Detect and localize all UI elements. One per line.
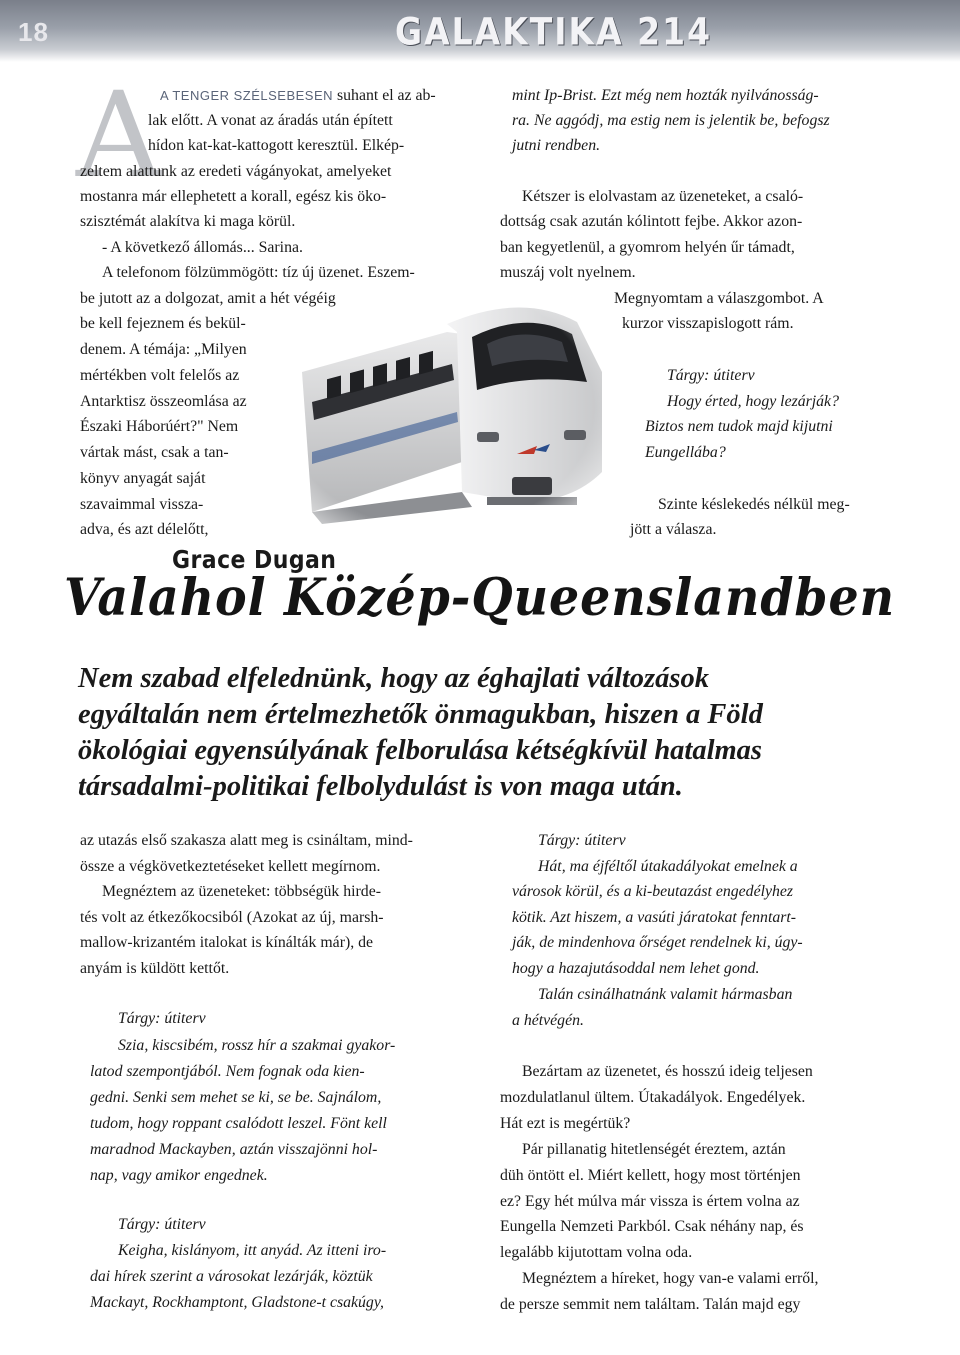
text-line: Pár pillanatig hitetlenségét éreztem, aztán [522,1141,786,1158]
text-line: - A következő állomás... Sarina. [102,239,303,256]
text-line: denem. A témája: „Milyen [80,341,247,358]
author-name: Grace Dugan [172,545,337,574]
text-line: Tárgy: útiterv [667,367,755,384]
text-line: szisztémát alakítva ki maga körül. [80,213,296,230]
text-line: adva, és azt délelőtt, [80,521,209,538]
magazine-title: GALAKTIKA 214 [395,9,713,54]
text-line: Tárgy: útiterv [118,1216,206,1233]
text-line: Tárgy: útiterv [538,832,626,849]
text-line: Hogy érted, hogy lezárják? [667,393,839,410]
text-line: ez? Egy hét múlva már vissza is értem volna az [500,1193,800,1210]
text-line: Talán csinálhatnánk valamit hármasban [538,986,793,1003]
lead-line: egyáltalán nem értelmezhetők önmagukban, hiszen a Föld [78,699,763,730]
text-line: Megnéztem a híreket, hogy van-e valami erről, [522,1270,819,1287]
text-line: hídon kat-kat-kattogott keresztül. Elkép- [148,137,405,154]
text-line: jutni rendben. [512,137,601,154]
text-line: düh öntött el. Miért kellett, hogy most történjen [500,1167,801,1184]
lead-line: társadalmi-politikai felbolydulást is von maga után. [78,771,683,802]
text-line: zeltem alattunk az eredeti vágányokat, amelyeket [80,163,392,180]
text-line: ban kegyetlenül, a gyomrom helyén űr támadt, [500,239,795,256]
text-line: tés volt az étkezőkocsiból (Azokat az új, marsh- [80,909,384,926]
text-line: lak előtt. A vonat az áradás után épített [148,112,393,129]
lead-line: ökológiai egyensúlyának felborulása kétségkívül hatalmas [78,735,763,766]
text-line: Szia, kiscsibém, rossz hír a szakmai gyakor- [118,1037,396,1054]
text-line: Eungellába? [645,444,726,461]
text-line: Tárgy: útiterv [118,1010,206,1027]
text-line: ra. Ne aggódj, ma estig nem is jelentik be, befogsz [512,112,830,129]
text-line: de persze semmit nem találtam. Talán majd egy [500,1296,801,1313]
text-line: anyám is küldött kettőt. [80,960,230,977]
text-line: maradnod Mackayben, aztán visszajönni hol- [90,1141,378,1158]
text-line: legalább kijutottam volna oda. [500,1244,693,1261]
page-number: 18 [18,17,49,47]
page-header-bar [0,0,960,62]
text-line: tudom, hogy roppant csalódott leszel. Fönt kell [90,1115,387,1132]
text-line: Antarktisz összeomlása az [80,393,247,410]
text-line: Megnyomtam a válaszgombot. A [614,290,824,307]
drop-cap: A [76,66,162,204]
opening-caps: A TENGER SZÉLSEBESEN [160,88,334,103]
text-line: Keigha, kislányom, itt anyád. Az itteni iro- [118,1242,387,1259]
text-line: vártak mást, csak a tan- [80,444,229,461]
text-line: latod szempontjából. Nem fognak oda kien- [90,1063,365,1080]
text-line: az utazás első szakasza alatt meg is csináltam, mind- [80,832,413,849]
text-line: könyv anyagát saját [80,470,206,487]
text-line: jött a válasza. [630,521,717,538]
lead-line: Nem szabad elfelednünk, hogy az éghajlati változások [78,663,709,694]
text-line: Hát, ma éjféltől útakadályokat emelnek a [538,858,798,875]
lead-paragraph [78,661,908,805]
story-title: Valahol Közép-Queenslandben [64,568,896,628]
text-line: mallow-krizantém italokat is kínálták már), de [80,934,374,951]
text-line [160,83,436,109]
text-fragment: suhant el az ab- [333,87,436,104]
text-line: mozdulatlanul ültem. Útakadályok. Engedélyek. [500,1089,806,1106]
text-line: össze a végkövetkeztetéseket kellett megírnom. [80,858,381,875]
text-line: Szinte késlekedés nélkül meg- [658,496,850,513]
text-line: Északi Háborúért?" Nem [80,418,239,435]
text-line: kurzor visszapislogott rám. [622,315,794,332]
text-line: hogy a hazajutásoddal nem lehet gond. [512,960,760,977]
text-line: Bezártam az üzenetet, és hosszú ideig teljesen [522,1063,813,1080]
text-line: a hétvégén. [512,1012,584,1029]
text-line: mint Ip-Brist. Ezt még nem hozták nyilvánosság- [512,87,819,104]
text-line: gedni. Senki sem mehet se ki, se be. Sajnálom, [90,1089,382,1106]
text-line: városok körül, és a ki-beutazást engedélyhez [512,883,794,900]
text-line: Mackayt, Rockhamptont, Gladstone-t csakúgy, [90,1294,384,1311]
text-line: muszáj volt nyelnem. [500,264,636,281]
text-line: ják, de mindenhova őrséget rendelnek ki, úgy- [512,934,803,951]
text-line: Kétszer is elolvastam az üzeneteket, a csaló- [522,188,804,205]
text-line: A telefonom fölzümmögött: tíz új üzenet. Eszem- [102,264,415,281]
text-line: Eungella Nemzeti Parkból. Csak néhány nap, és [500,1218,804,1235]
text-line: dai hírek szerint a városokat lezárják, köztük [90,1268,373,1285]
text-line: mértékben volt felelős az [80,367,240,384]
text-line: nap, vagy amikor engednek. [90,1167,268,1184]
text-line: Megnéztem az üzeneteket: többségük hirde- [102,883,381,900]
text-line: dottság csak azután kólintott fejbe. Akkor azon- [500,213,803,230]
text-line: kötik. Azt hiszem, a vasúti járatokat fenntart- [512,909,797,926]
text-line: mostanra már ellephetett a korall, egész kis öko- [80,188,387,205]
text-line: szavaimmal vissza- [80,496,204,513]
text-line: Hát ezt is megértük? [500,1115,631,1132]
text-line: be jutott az a dolgozat, amit a hét végéig [80,290,336,307]
text-line: Biztos nem tudok majd kijutni [645,418,833,435]
text-line: be kell fejeznem és bekül- [80,315,246,332]
